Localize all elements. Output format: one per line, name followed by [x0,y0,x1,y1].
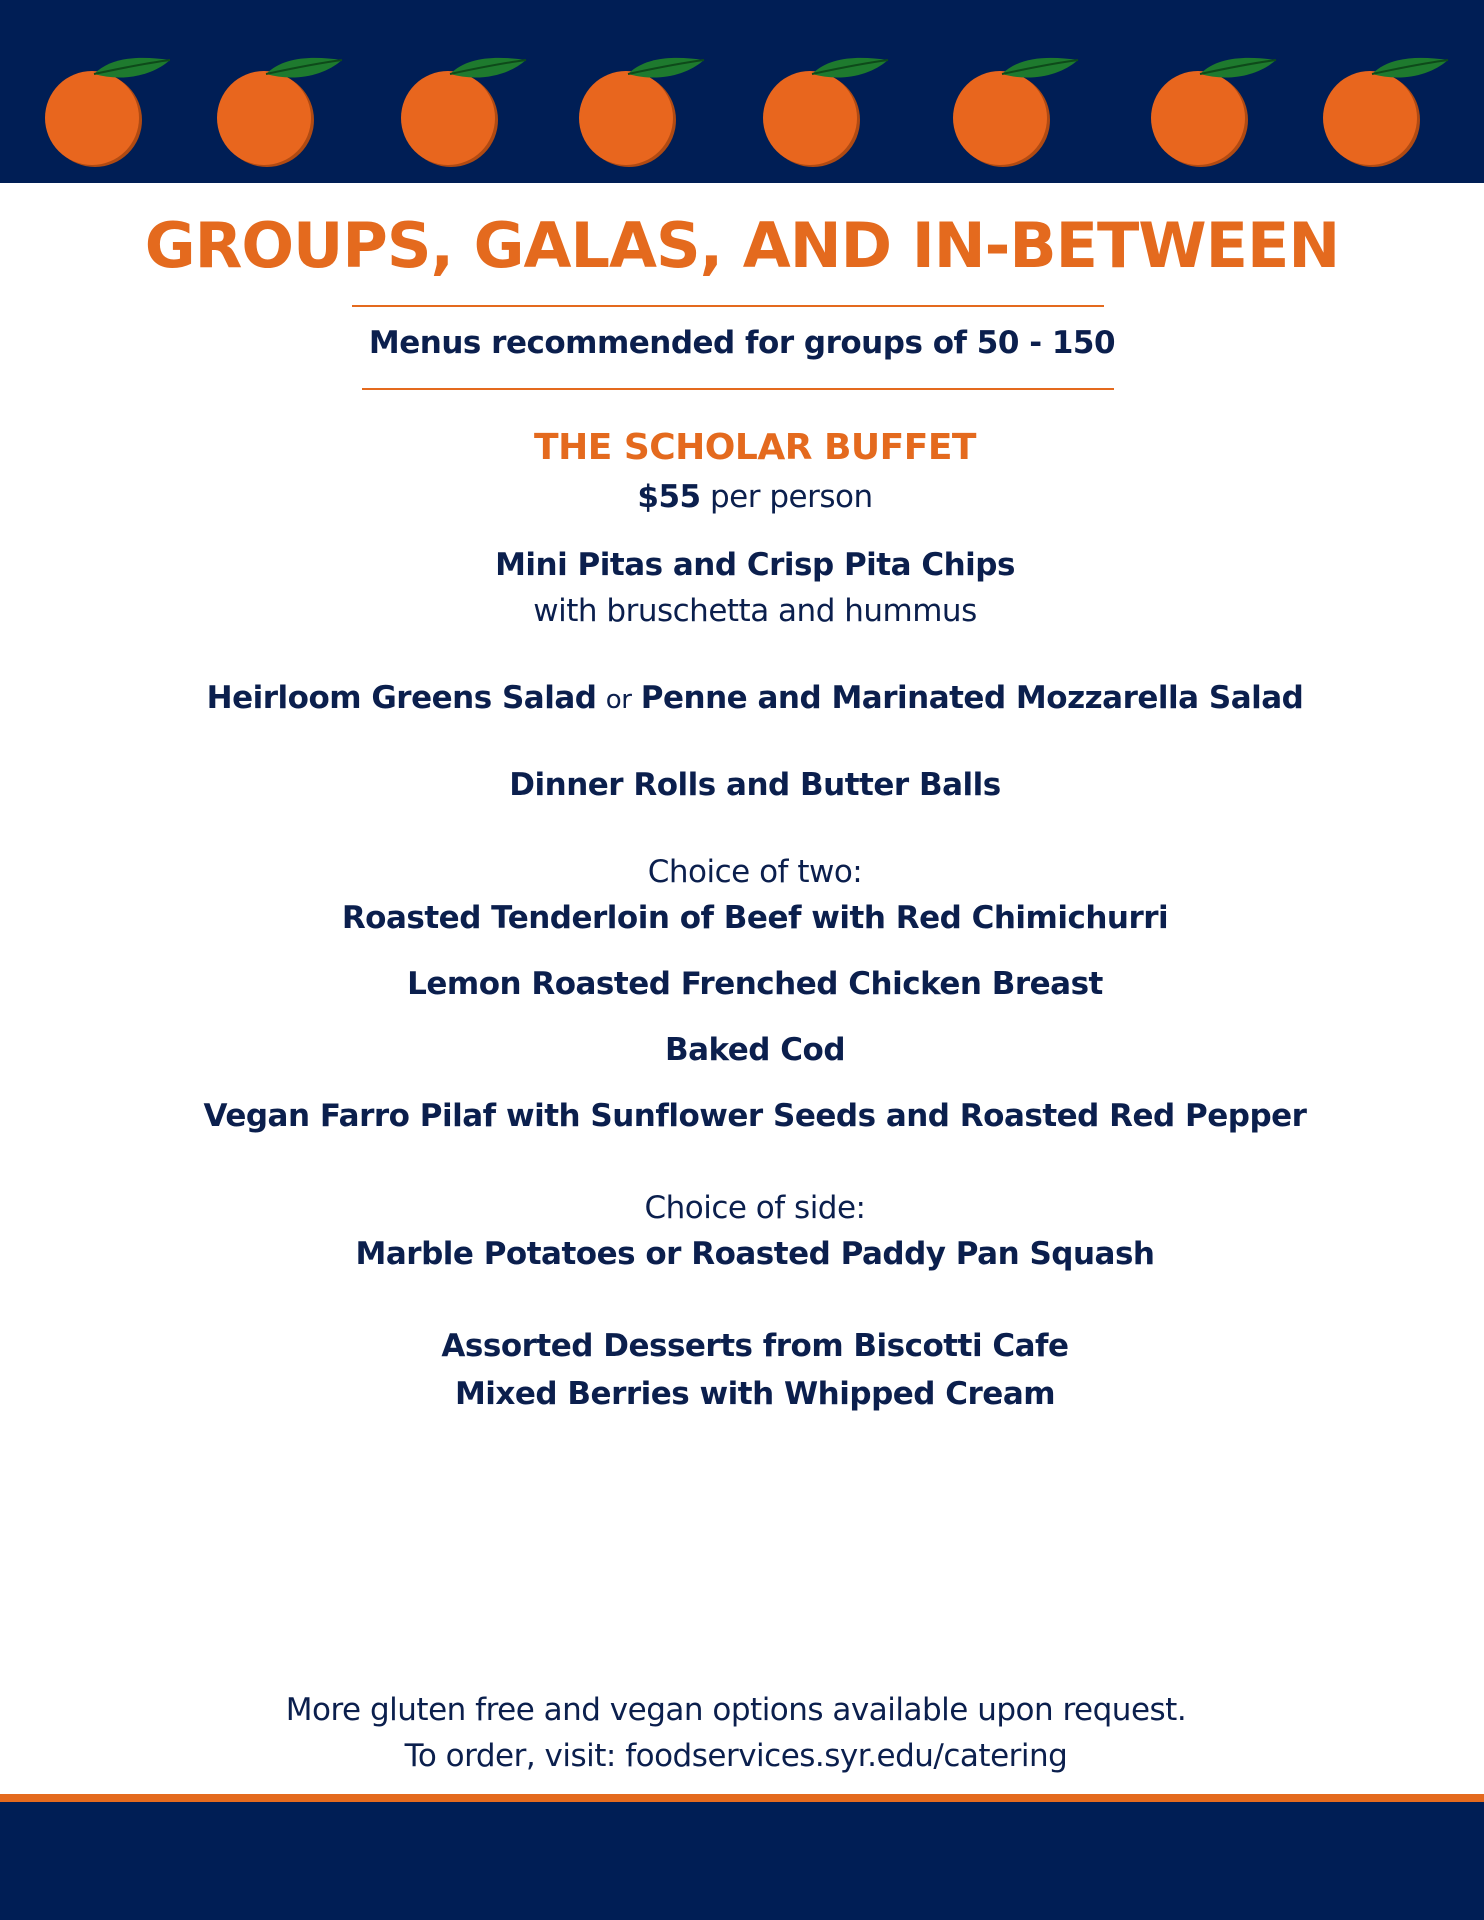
orange-fruit-icon [1323,58,1448,167]
orange-fruit-icon [45,58,170,167]
divider-bottom [362,388,1114,390]
menu-title: THE SCHOLAR BUFFET [534,427,976,468]
dessert-item: Assorted Desserts from Biscotti Cafe [441,1328,1069,1364]
footer-banner [0,1802,1484,1920]
orange-fruit-icon [953,58,1078,167]
orange-fruit-icon [1151,58,1276,167]
page-subtitle: Menus recommended for groups of 50 - 150 [368,325,1116,361]
orange-fruit-icon [217,58,342,167]
bread-item: Dinner Rolls and Butter Balls [509,767,1001,803]
salad-option-1: Heirloom Greens Salad [206,680,597,716]
divider-top [352,305,1104,307]
side-label: Choice of side: [644,1190,866,1226]
footer-order-link[interactable]: To order, visit: foodservices.syr.edu/catering [404,1738,1068,1774]
salad-line [0,675,1484,723]
entree-item: Roasted Tenderloin of Beef with Red Chimichurri [341,900,1169,936]
entree-item: Lemon Roasted Frenched Chicken Breast [407,966,1103,1002]
starter-description: with bruschetta and hummus [533,593,977,629]
orange-fruit-icon [579,58,704,167]
orange-row [0,0,1484,183]
entree-item: Baked Cod [664,1032,846,1068]
orange-fruit-icon [763,58,888,167]
dessert-item: Mixed Berries with Whipped Cream [454,1376,1056,1412]
starter-name: Mini Pitas and Crisp Pita Chips [495,547,1015,583]
footer-accent-stripe [0,1794,1484,1802]
side-item: Marble Potatoes or Roasted Paddy Pan Squash [355,1236,1155,1272]
salad-or: or [605,685,632,715]
salad-option-2: Penne and Marinated Mozzarella Salad [640,680,1304,716]
page-title: GROUPS, GALAS, AND IN-BETWEEN [144,209,1340,282]
price-unit: per person [709,479,873,515]
entree-item: Vegan Farro Pilaf with Sunflower Seeds and Roasted Red Pepper [203,1098,1307,1134]
orange-fruit-icon [401,58,526,167]
footer-note: More gluten free and vegan options available upon request. [285,1692,1187,1728]
header-banner [0,0,1484,183]
price-line [0,474,1484,520]
price-amount: $55 [637,479,701,515]
entree-label: Choice of two: [647,854,863,890]
